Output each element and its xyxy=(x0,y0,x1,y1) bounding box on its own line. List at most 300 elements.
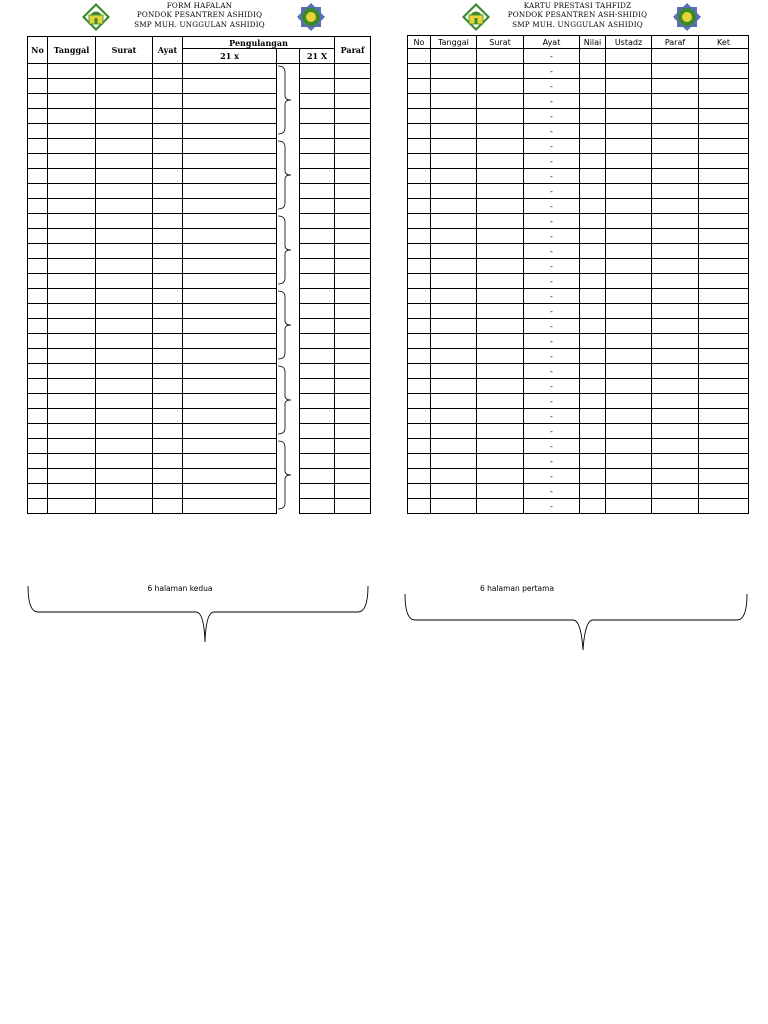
table-cell[interactable] xyxy=(431,94,477,109)
table-cell[interactable] xyxy=(153,409,183,424)
table-cell[interactable] xyxy=(431,424,477,439)
table-cell[interactable] xyxy=(477,454,524,469)
ayat-dash[interactable]: - xyxy=(524,214,580,229)
table-cell[interactable] xyxy=(652,394,699,409)
table-cell[interactable] xyxy=(606,154,652,169)
table-cell[interactable] xyxy=(153,349,183,364)
table-cell[interactable] xyxy=(277,94,300,109)
table-cell[interactable] xyxy=(96,214,153,229)
table-cell[interactable] xyxy=(699,364,749,379)
table-cell[interactable] xyxy=(48,79,96,94)
table-cell[interactable] xyxy=(408,319,431,334)
table-cell[interactable] xyxy=(48,124,96,139)
table-cell[interactable] xyxy=(96,199,153,214)
table-cell[interactable] xyxy=(153,244,183,259)
table-cell[interactable] xyxy=(699,169,749,184)
table-cell[interactable] xyxy=(28,454,48,469)
table-cell[interactable] xyxy=(300,394,335,409)
table-cell[interactable] xyxy=(28,229,48,244)
table-cell[interactable] xyxy=(652,469,699,484)
table-cell[interactable] xyxy=(48,259,96,274)
table-cell[interactable] xyxy=(580,139,606,154)
table-cell[interactable] xyxy=(580,259,606,274)
table-cell[interactable] xyxy=(183,424,277,439)
table-cell[interactable] xyxy=(183,349,277,364)
table-cell[interactable] xyxy=(408,379,431,394)
table-cell[interactable] xyxy=(477,409,524,424)
table-cell[interactable] xyxy=(277,499,300,514)
table-cell[interactable] xyxy=(300,319,335,334)
table-cell[interactable] xyxy=(699,64,749,79)
table-cell[interactable] xyxy=(477,139,524,154)
table-cell[interactable] xyxy=(183,304,277,319)
table-cell[interactable] xyxy=(477,319,524,334)
table-cell[interactable] xyxy=(431,499,477,514)
table-cell[interactable] xyxy=(431,64,477,79)
table-cell[interactable] xyxy=(652,154,699,169)
table-cell[interactable] xyxy=(335,244,371,259)
table-cell[interactable] xyxy=(477,274,524,289)
ayat-dash[interactable]: - xyxy=(524,304,580,319)
table-cell[interactable] xyxy=(277,349,300,364)
table-cell[interactable] xyxy=(606,109,652,124)
table-cell[interactable] xyxy=(300,424,335,439)
table-cell[interactable] xyxy=(28,424,48,439)
table-cell[interactable] xyxy=(28,244,48,259)
table-cell[interactable] xyxy=(183,319,277,334)
table-cell[interactable] xyxy=(300,409,335,424)
ayat-dash[interactable]: - xyxy=(524,424,580,439)
table-cell[interactable] xyxy=(408,184,431,199)
table-cell[interactable] xyxy=(335,304,371,319)
table-cell[interactable] xyxy=(96,259,153,274)
table-cell[interactable] xyxy=(431,319,477,334)
table-cell[interactable] xyxy=(477,439,524,454)
table-cell[interactable] xyxy=(335,379,371,394)
table-cell[interactable] xyxy=(96,394,153,409)
table-cell[interactable] xyxy=(300,259,335,274)
table-cell[interactable] xyxy=(153,154,183,169)
table-cell[interactable] xyxy=(96,499,153,514)
table-cell[interactable] xyxy=(431,139,477,154)
table-cell[interactable] xyxy=(183,124,277,139)
table-cell[interactable] xyxy=(477,379,524,394)
table-cell[interactable] xyxy=(606,214,652,229)
table-cell[interactable] xyxy=(652,484,699,499)
table-cell[interactable] xyxy=(300,154,335,169)
ayat-dash[interactable]: - xyxy=(524,394,580,409)
table-cell[interactable] xyxy=(431,469,477,484)
table-cell[interactable] xyxy=(153,79,183,94)
ayat-dash[interactable]: - xyxy=(524,94,580,109)
ayat-dash[interactable]: - xyxy=(524,139,580,154)
table-cell[interactable] xyxy=(431,409,477,424)
table-cell[interactable] xyxy=(431,304,477,319)
table-cell[interactable] xyxy=(28,379,48,394)
table-cell[interactable] xyxy=(431,274,477,289)
table-cell[interactable] xyxy=(477,304,524,319)
table-cell[interactable] xyxy=(580,229,606,244)
table-cell[interactable] xyxy=(477,394,524,409)
table-cell[interactable] xyxy=(652,379,699,394)
table-cell[interactable] xyxy=(300,184,335,199)
table-cell[interactable] xyxy=(606,394,652,409)
table-cell[interactable] xyxy=(699,484,749,499)
table-cell[interactable] xyxy=(183,394,277,409)
table-cell[interactable] xyxy=(48,319,96,334)
table-cell[interactable] xyxy=(477,334,524,349)
table-cell[interactable] xyxy=(699,394,749,409)
table-cell[interactable] xyxy=(580,304,606,319)
table-cell[interactable] xyxy=(28,259,48,274)
table-cell[interactable] xyxy=(48,454,96,469)
table-cell[interactable] xyxy=(300,139,335,154)
table-cell[interactable] xyxy=(277,214,300,229)
table-cell[interactable] xyxy=(28,319,48,334)
table-cell[interactable] xyxy=(183,229,277,244)
table-cell[interactable] xyxy=(335,139,371,154)
table-cell[interactable] xyxy=(277,139,300,154)
table-cell[interactable] xyxy=(431,154,477,169)
table-cell[interactable] xyxy=(408,499,431,514)
table-cell[interactable] xyxy=(277,379,300,394)
table-cell[interactable] xyxy=(96,469,153,484)
table-cell[interactable] xyxy=(477,469,524,484)
table-cell[interactable] xyxy=(335,199,371,214)
table-cell[interactable] xyxy=(96,364,153,379)
table-cell[interactable] xyxy=(300,109,335,124)
table-cell[interactable] xyxy=(277,79,300,94)
table-cell[interactable] xyxy=(48,109,96,124)
table-cell[interactable] xyxy=(580,439,606,454)
table-cell[interactable] xyxy=(277,409,300,424)
table-cell[interactable] xyxy=(183,169,277,184)
table-cell[interactable] xyxy=(477,124,524,139)
table-cell[interactable] xyxy=(48,214,96,229)
table-cell[interactable] xyxy=(699,184,749,199)
table-cell[interactable] xyxy=(580,424,606,439)
table-cell[interactable] xyxy=(300,364,335,379)
table-cell[interactable] xyxy=(277,184,300,199)
table-cell[interactable] xyxy=(408,109,431,124)
table-cell[interactable] xyxy=(580,124,606,139)
table-cell[interactable] xyxy=(335,64,371,79)
table-cell[interactable] xyxy=(431,439,477,454)
table-cell[interactable] xyxy=(580,319,606,334)
table-cell[interactable] xyxy=(28,304,48,319)
table-cell[interactable] xyxy=(652,274,699,289)
table-cell[interactable] xyxy=(48,154,96,169)
table-cell[interactable] xyxy=(408,214,431,229)
table-cell[interactable] xyxy=(300,94,335,109)
table-cell[interactable] xyxy=(652,364,699,379)
table-cell[interactable] xyxy=(153,64,183,79)
table-cell[interactable] xyxy=(28,394,48,409)
table-cell[interactable] xyxy=(699,259,749,274)
table-cell[interactable] xyxy=(606,499,652,514)
table-cell[interactable] xyxy=(300,79,335,94)
table-cell[interactable] xyxy=(335,499,371,514)
table-cell[interactable] xyxy=(477,499,524,514)
table-cell[interactable] xyxy=(606,454,652,469)
table-cell[interactable] xyxy=(183,244,277,259)
table-cell[interactable] xyxy=(300,169,335,184)
table-cell[interactable] xyxy=(431,184,477,199)
table-cell[interactable] xyxy=(28,139,48,154)
table-cell[interactable] xyxy=(153,484,183,499)
table-cell[interactable] xyxy=(28,94,48,109)
table-cell[interactable] xyxy=(96,304,153,319)
table-cell[interactable] xyxy=(48,364,96,379)
table-cell[interactable] xyxy=(580,274,606,289)
table-cell[interactable] xyxy=(699,139,749,154)
table-cell[interactable] xyxy=(699,109,749,124)
table-cell[interactable] xyxy=(153,169,183,184)
table-cell[interactable] xyxy=(580,454,606,469)
table-cell[interactable] xyxy=(699,469,749,484)
table-cell[interactable] xyxy=(277,124,300,139)
table-cell[interactable] xyxy=(606,244,652,259)
table-cell[interactable] xyxy=(153,499,183,514)
table-cell[interactable] xyxy=(477,49,524,64)
table-cell[interactable] xyxy=(335,394,371,409)
table-cell[interactable] xyxy=(652,334,699,349)
table-cell[interactable] xyxy=(96,349,153,364)
table-cell[interactable] xyxy=(699,79,749,94)
table-cell[interactable] xyxy=(580,379,606,394)
table-cell[interactable] xyxy=(652,409,699,424)
table-cell[interactable] xyxy=(606,289,652,304)
table-cell[interactable] xyxy=(28,289,48,304)
table-cell[interactable] xyxy=(183,454,277,469)
table-cell[interactable] xyxy=(335,94,371,109)
table-cell[interactable] xyxy=(606,49,652,64)
table-cell[interactable] xyxy=(277,154,300,169)
table-cell[interactable] xyxy=(300,199,335,214)
table-cell[interactable] xyxy=(606,424,652,439)
table-cell[interactable] xyxy=(96,139,153,154)
table-cell[interactable] xyxy=(96,184,153,199)
table-cell[interactable] xyxy=(580,244,606,259)
table-cell[interactable] xyxy=(477,154,524,169)
table-cell[interactable] xyxy=(96,379,153,394)
table-cell[interactable] xyxy=(652,244,699,259)
table-cell[interactable] xyxy=(183,109,277,124)
table-cell[interactable] xyxy=(28,334,48,349)
table-cell[interactable] xyxy=(277,244,300,259)
table-cell[interactable] xyxy=(408,169,431,184)
table-cell[interactable] xyxy=(300,499,335,514)
table-cell[interactable] xyxy=(652,304,699,319)
table-cell[interactable] xyxy=(408,259,431,274)
table-cell[interactable] xyxy=(277,439,300,454)
ayat-dash[interactable]: - xyxy=(524,379,580,394)
table-cell[interactable] xyxy=(652,349,699,364)
table-cell[interactable] xyxy=(183,79,277,94)
ayat-dash[interactable]: - xyxy=(524,109,580,124)
table-cell[interactable] xyxy=(153,124,183,139)
table-cell[interactable] xyxy=(183,214,277,229)
table-cell[interactable] xyxy=(48,64,96,79)
table-cell[interactable] xyxy=(431,79,477,94)
table-cell[interactable] xyxy=(48,289,96,304)
table-cell[interactable] xyxy=(335,184,371,199)
table-cell[interactable] xyxy=(153,139,183,154)
table-cell[interactable] xyxy=(300,469,335,484)
ayat-dash[interactable]: - xyxy=(524,499,580,514)
table-cell[interactable] xyxy=(96,334,153,349)
table-cell[interactable] xyxy=(408,334,431,349)
table-cell[interactable] xyxy=(431,289,477,304)
table-cell[interactable] xyxy=(606,259,652,274)
table-cell[interactable] xyxy=(477,109,524,124)
table-cell[interactable] xyxy=(699,499,749,514)
table-cell[interactable] xyxy=(28,469,48,484)
table-cell[interactable] xyxy=(153,439,183,454)
table-cell[interactable] xyxy=(606,184,652,199)
table-cell[interactable] xyxy=(606,304,652,319)
table-cell[interactable] xyxy=(335,334,371,349)
table-cell[interactable] xyxy=(580,484,606,499)
table-cell[interactable] xyxy=(477,184,524,199)
table-cell[interactable] xyxy=(48,484,96,499)
table-cell[interactable] xyxy=(183,154,277,169)
table-cell[interactable] xyxy=(183,484,277,499)
table-cell[interactable] xyxy=(48,274,96,289)
table-cell[interactable] xyxy=(580,49,606,64)
table-cell[interactable] xyxy=(699,454,749,469)
table-cell[interactable] xyxy=(477,94,524,109)
table-cell[interactable] xyxy=(431,484,477,499)
table-cell[interactable] xyxy=(580,364,606,379)
table-cell[interactable] xyxy=(96,289,153,304)
table-cell[interactable] xyxy=(408,244,431,259)
table-cell[interactable] xyxy=(699,154,749,169)
table-cell[interactable] xyxy=(28,169,48,184)
table-cell[interactable] xyxy=(335,109,371,124)
table-cell[interactable] xyxy=(699,199,749,214)
table-cell[interactable] xyxy=(153,259,183,274)
ayat-dash[interactable]: - xyxy=(524,439,580,454)
table-cell[interactable] xyxy=(183,94,277,109)
table-cell[interactable] xyxy=(96,244,153,259)
table-cell[interactable] xyxy=(477,484,524,499)
table-cell[interactable] xyxy=(699,214,749,229)
ayat-dash[interactable]: - xyxy=(524,334,580,349)
table-cell[interactable] xyxy=(652,109,699,124)
table-cell[interactable] xyxy=(431,454,477,469)
table-cell[interactable] xyxy=(652,319,699,334)
table-cell[interactable] xyxy=(699,304,749,319)
table-cell[interactable] xyxy=(335,424,371,439)
table-cell[interactable] xyxy=(408,364,431,379)
table-cell[interactable] xyxy=(335,484,371,499)
table-cell[interactable] xyxy=(606,349,652,364)
table-cell[interactable] xyxy=(431,244,477,259)
ayat-dash[interactable]: - xyxy=(524,79,580,94)
table-cell[interactable] xyxy=(580,469,606,484)
table-cell[interactable] xyxy=(606,124,652,139)
table-cell[interactable] xyxy=(183,439,277,454)
table-cell[interactable] xyxy=(652,64,699,79)
table-cell[interactable] xyxy=(28,499,48,514)
table-cell[interactable] xyxy=(153,94,183,109)
table-cell[interactable] xyxy=(48,334,96,349)
table-cell[interactable] xyxy=(606,469,652,484)
table-cell[interactable] xyxy=(408,289,431,304)
table-cell[interactable] xyxy=(606,229,652,244)
table-cell[interactable] xyxy=(48,184,96,199)
table-cell[interactable] xyxy=(48,229,96,244)
table-cell[interactable] xyxy=(477,199,524,214)
table-cell[interactable] xyxy=(28,154,48,169)
table-cell[interactable] xyxy=(699,49,749,64)
table-cell[interactable] xyxy=(580,109,606,124)
table-cell[interactable] xyxy=(699,124,749,139)
table-cell[interactable] xyxy=(277,109,300,124)
table-cell[interactable] xyxy=(300,379,335,394)
table-cell[interactable] xyxy=(48,499,96,514)
table-cell[interactable] xyxy=(431,199,477,214)
table-cell[interactable] xyxy=(96,274,153,289)
table-cell[interactable] xyxy=(699,319,749,334)
table-cell[interactable] xyxy=(96,109,153,124)
table-cell[interactable] xyxy=(408,409,431,424)
table-cell[interactable] xyxy=(153,274,183,289)
table-cell[interactable] xyxy=(606,379,652,394)
table-cell[interactable] xyxy=(431,334,477,349)
table-cell[interactable] xyxy=(477,64,524,79)
table-cell[interactable] xyxy=(48,244,96,259)
table-cell[interactable] xyxy=(699,94,749,109)
table-cell[interactable] xyxy=(335,229,371,244)
table-cell[interactable] xyxy=(153,364,183,379)
table-cell[interactable] xyxy=(580,289,606,304)
table-cell[interactable] xyxy=(300,349,335,364)
table-cell[interactable] xyxy=(477,259,524,274)
table-cell[interactable] xyxy=(580,199,606,214)
ayat-dash[interactable]: - xyxy=(524,124,580,139)
table-cell[interactable] xyxy=(277,394,300,409)
table-cell[interactable] xyxy=(277,199,300,214)
table-cell[interactable] xyxy=(48,409,96,424)
table-cell[interactable] xyxy=(606,439,652,454)
table-cell[interactable] xyxy=(153,424,183,439)
table-cell[interactable] xyxy=(335,364,371,379)
table-cell[interactable] xyxy=(277,259,300,274)
table-cell[interactable] xyxy=(408,49,431,64)
table-cell[interactable] xyxy=(300,244,335,259)
table-cell[interactable] xyxy=(48,199,96,214)
table-cell[interactable] xyxy=(652,214,699,229)
ayat-dash[interactable]: - xyxy=(524,409,580,424)
table-cell[interactable] xyxy=(277,424,300,439)
table-cell[interactable] xyxy=(28,214,48,229)
table-cell[interactable] xyxy=(153,184,183,199)
table-cell[interactable] xyxy=(431,109,477,124)
table-cell[interactable] xyxy=(652,49,699,64)
table-cell[interactable] xyxy=(335,469,371,484)
table-cell[interactable] xyxy=(153,214,183,229)
ayat-dash[interactable]: - xyxy=(524,349,580,364)
table-cell[interactable] xyxy=(96,229,153,244)
table-cell[interactable] xyxy=(335,349,371,364)
table-cell[interactable] xyxy=(48,439,96,454)
table-cell[interactable] xyxy=(699,289,749,304)
table-cell[interactable] xyxy=(606,334,652,349)
table-cell[interactable] xyxy=(277,319,300,334)
table-cell[interactable] xyxy=(28,64,48,79)
